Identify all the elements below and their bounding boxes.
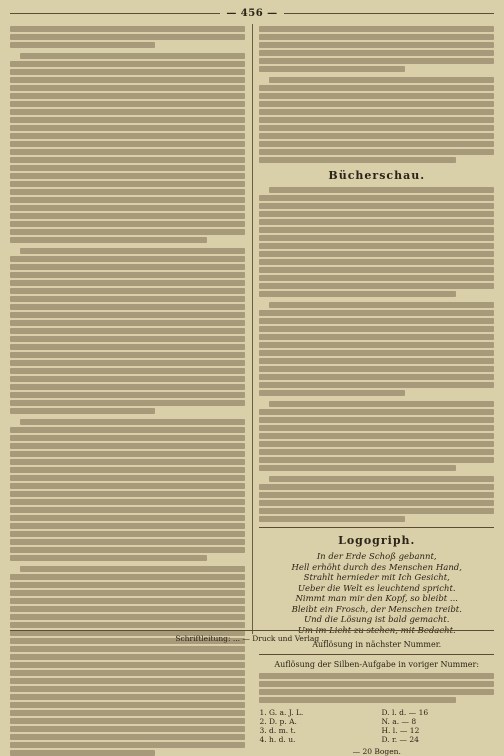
verse-line: Ueber die Welt es leuchtend spricht. <box>297 583 456 594</box>
verse-line: Und die Lösung ist bald gemacht. <box>304 615 450 625</box>
section-divider <box>259 654 494 655</box>
puzzle-grid-right <box>381 708 494 744</box>
left-column <box>10 24 245 634</box>
puzzle-solution-heading: Auflösung der Silben-Aufgabe in voriger Nummer: <box>274 660 480 669</box>
logogriph-solution-note: Auflösung in nächster Nummer. <box>312 640 442 649</box>
puzzle-entry: 2. D. p. A. <box>259 717 297 726</box>
page-number: — 456 — <box>226 7 278 19</box>
left-paragraph-5 <box>10 566 245 756</box>
puzzle-tail: — 20 Bogen. <box>352 747 401 756</box>
right-paragraph-1 <box>259 26 494 72</box>
section-heading-logogriph: Logogriph. <box>338 534 416 547</box>
column-divider <box>252 24 253 634</box>
review-paragraph-3 <box>259 401 494 471</box>
puzzle-grid-left <box>259 708 372 744</box>
imprint-footer: Schriftleitung: ... — Druck und Verlag ... <box>10 630 494 643</box>
verse-line: Um im Licht zu stehen, mit Bedacht. <box>297 625 456 636</box>
right-column <box>259 24 494 756</box>
logogriph-verse <box>259 552 494 636</box>
header-rule-right <box>284 13 494 14</box>
verse-line: Hell erhöht durch des Menschen Hand, <box>291 562 462 573</box>
puzzle-entry: 1. G. a. J. L. <box>259 708 304 717</box>
left-paragraph-2 <box>10 53 245 243</box>
verse-line: Bleibt ein Frosch, der Menschen treibt. <box>291 604 462 615</box>
puzzle-entry: D. l. d. — 16 <box>381 708 429 717</box>
puzzle-entry: 4. h. d. u. <box>259 735 296 744</box>
puzzle-solution-grid <box>259 708 494 744</box>
puzzle-entry: H. l. — 12 <box>381 726 420 735</box>
left-paragraph-1 <box>10 26 245 48</box>
puzzle-entry: 3. d. m. t. <box>259 726 296 735</box>
review-paragraph-2 <box>259 302 494 396</box>
puzzle-entry: D. r. — 24 <box>381 735 419 744</box>
right-paragraph-2 <box>259 77 494 163</box>
page-header <box>10 6 494 20</box>
puzzle-entry: N. a. — 8 <box>381 717 417 726</box>
puzzle-intro <box>259 673 494 703</box>
section-divider <box>259 527 494 528</box>
verse-line: In der Erde Schoß gebannt, <box>316 552 437 562</box>
verse-line: Strahlt hernieder mit Ich Gesicht, <box>303 573 450 583</box>
left-paragraph-4 <box>10 419 245 561</box>
review-paragraph-4 <box>259 476 494 522</box>
verse-line: Nimmt man mir den Kopf, so bleibt ... <box>295 594 459 604</box>
review-paragraph-1 <box>259 187 494 297</box>
header-rule-left <box>10 13 220 14</box>
left-paragraph-3 <box>10 248 245 414</box>
section-heading-books: Bücherschau. <box>328 169 426 182</box>
